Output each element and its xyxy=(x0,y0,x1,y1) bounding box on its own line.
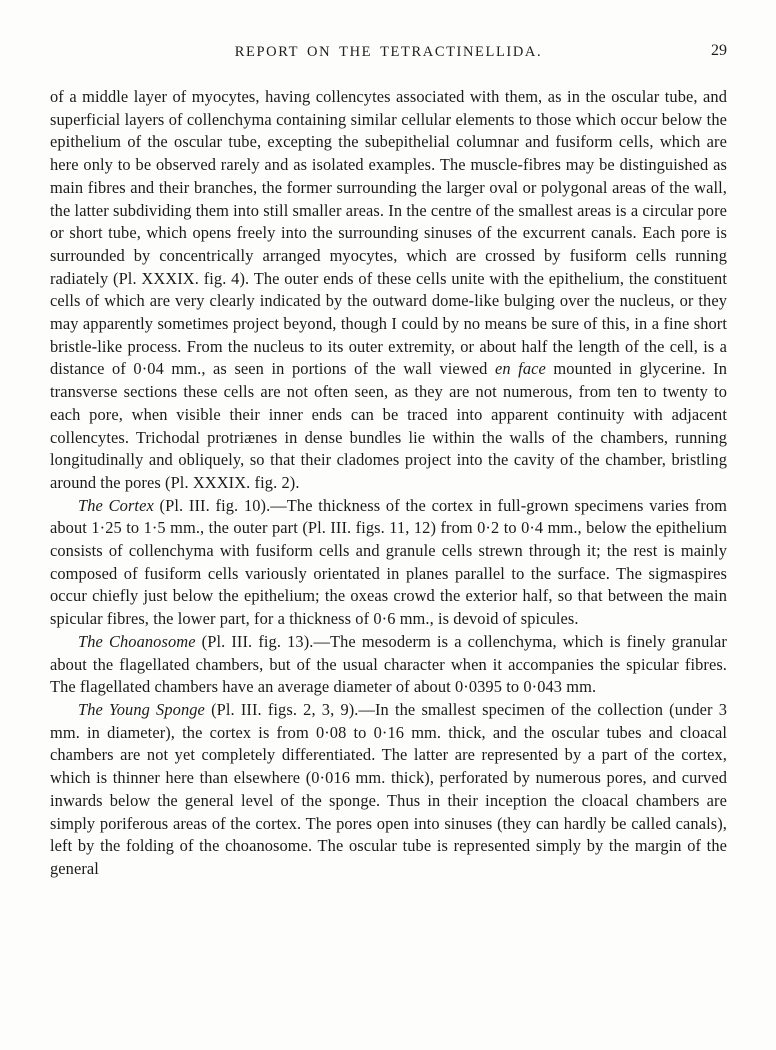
text-segment: mounted in glycerine. In transverse sections these cells are not often seen, as they are not numerous, from ten to twenty to each pore, when visible their inner ends can be traced into apparent continuity with adjacent collencytes. Trichodal protriænes in dense bundles lie within the walls of the chambers, running longitudinally and obliquely, so that their cladomes project into the cavity of the chamber, bristling around the pores (Pl. XXXIX. fig. 2). xyxy=(50,359,727,492)
text-segment: (Pl. III. fig. 10).—The thickness of the cortex in full-grown specimens varies from about 1·25 to 1·5 mm., the outer part (Pl. III. figs. 11, 12) from 0·2 to 0·4 mm., below the epithelium consists of collenchyma with fusiform cells and granule cells strewn through it; the rest is mainly composed of fusiform cells variously orientated in planes parallel to the surface. The sigmaspires occur chiefly just below the epithelium; the oxeas crowd the exterior half, so that between the main spicular fibres, the lower part, for a thickness of 0·6 mm., is devoid of spicules. xyxy=(50,495,727,629)
text-segment: The Cortex xyxy=(78,495,154,515)
paragraph xyxy=(50,495,727,631)
text-segment: (Pl. III. figs. 2, 3, 9).—In the smallest specimen of the collection (under 3 mm. in diameter), the cortex is from 0·08 to 0·16 mm. thick, and the oscular tubes and cloacal chambers are not yet completely differentiated. The latter are represented by a part of the cortex, which is thinner here than elsewhere (0·016 mm. thick), perforated by numerous pores, and curved inwards below the general level of the sponge. Thus in their inception the cloacal chambers are simply poriferous areas of the cortex. The pores open into sinuses (they can hardly be called canals), left by the folding of the choanosome. The oscular tube is represented simply by the margin of the general xyxy=(50,699,727,878)
text-segment: of a middle layer of myocytes, having collencytes associated with them, as in the oscular tube, and superficial layers of collenchyma containing similar cellular elements to those which occur below the epithelium of the oscular tube, excepting the subepithelial columnar and fusiform cells, which are here only to be observed rarely and as isolated examples. The muscle-fibres may be distinguished as main fibres and their branches, the former surrounding the larger oval or polygonal areas of the wall, the latter subdividing them into still smaller areas. In the centre of the smallest areas is a circular pore or short tube, which opens freely into the surrounding sinuses of the excurrent canals. Each pore is surrounded by concentrically arranged myocytes, which are crossed by fusiform cells running radiately (Pl. XXXIX. fig. 4). The outer ends of these cells unite with the epithelium, the constituent cells of which are very clearly indicated by the outward dome-like bulging over the nucleus, or they may apparently sometimes project beyond, though I could by no means be sure of this, in a fine short bristle-like process. From the nucleus to its outer extremity, or about half the length of the cell, is a distance of 0·04 mm., as seen in portions of the wall viewed xyxy=(50,87,727,379)
page-number: 29 xyxy=(711,42,727,59)
paragraph xyxy=(50,631,727,699)
paragraph xyxy=(50,86,727,495)
page-body xyxy=(50,86,727,881)
running-title: REPORT ON THE TETRACTINELLIDA. xyxy=(234,44,543,60)
page-header xyxy=(50,44,727,66)
text-segment: The Choanosome xyxy=(78,631,196,651)
paragraph xyxy=(50,699,727,881)
text-segment: The Young Sponge xyxy=(78,699,205,719)
text-segment: en face xyxy=(494,359,546,379)
text-segment: (Pl. III. fig. 13).—The mesoderm is a collenchyma, which is finely granular about the flagellated chambers, but of the usual character when it accompanies the spicular fibres. The flagellated chambers have an average diameter of about 0·0395 to 0·043 mm. xyxy=(50,631,727,697)
